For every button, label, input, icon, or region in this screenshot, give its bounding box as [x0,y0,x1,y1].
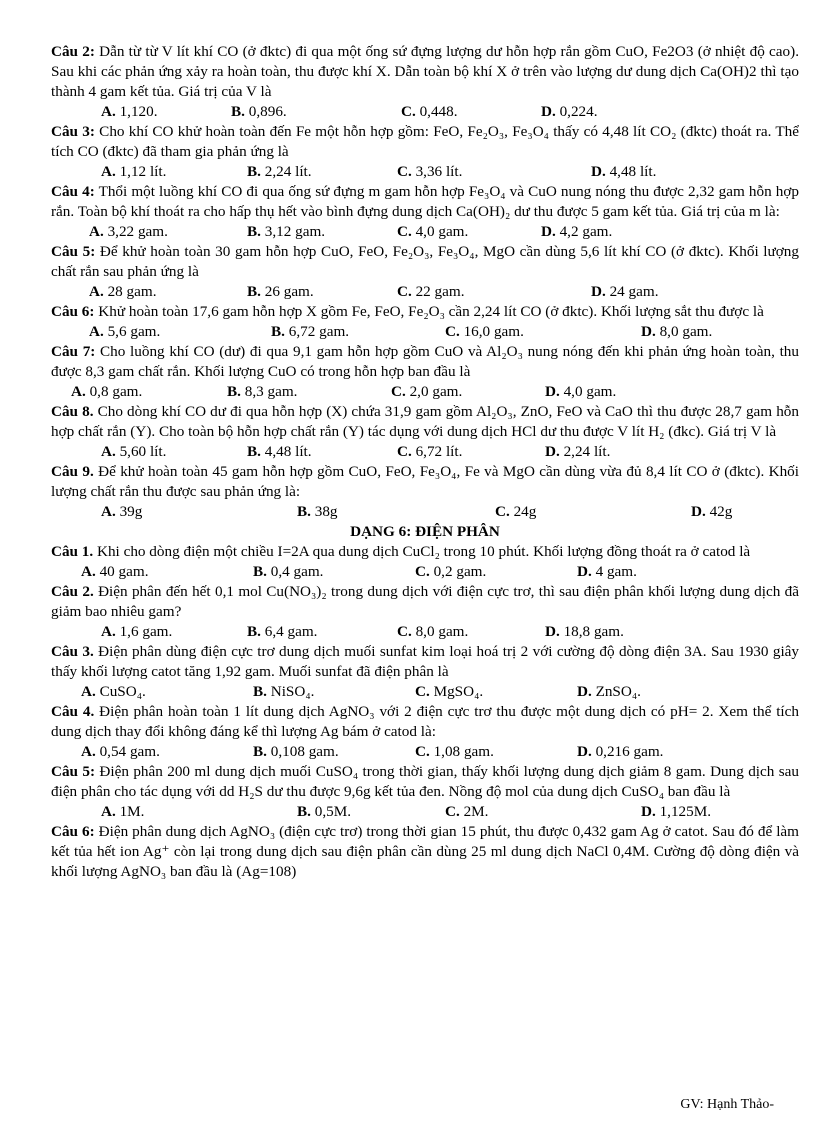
option-value: 3,12 gam. [260,223,326,240]
option-letter: A. [89,323,104,340]
option-value: 1,12 lít. [115,163,167,180]
option-value: 24g [509,503,537,520]
question-label: Câu 3: [51,123,95,140]
option-value: 2M. [459,803,489,820]
question-text: Thổi một luồng khí CO đi qua ống sứ đựng m gam hỗn hợp Fe₃O₄ và CuO nung nóng thu được 2,32 gam hỗn hợp rắn. Toàn bộ khí thoát ra cho hấp thụ hết vào bình đựng dung dịch Ca(OH)₂ dư thu được 5 gam kết tủa. Giá trị của m là: [51,183,799,220]
answer-option-d[interactable] [545,622,624,642]
answer-option-b[interactable] [247,162,312,182]
option-value: 1,125M. [655,803,712,820]
answer-option-a[interactable] [71,382,142,402]
option-value: 6,72 lít. [411,443,463,460]
answer-option-d[interactable] [691,502,732,522]
option-letter: C. [415,683,430,700]
document-page [51,42,799,882]
question [51,402,799,442]
option-letter: D. [641,803,656,820]
answer-option-d[interactable] [541,222,612,242]
answer-options [51,322,799,342]
option-value: 4,48 lít. [260,443,312,460]
answer-option-d[interactable] [577,682,641,702]
question [51,542,799,562]
option-value: ZnSO₄. [591,683,641,700]
option-letter: C. [397,223,412,240]
question-label: Câu 5: [51,763,96,780]
option-value: 4,0 gam. [411,223,469,240]
answer-option-c[interactable] [397,282,465,302]
section-heading: DẠNG 6: ĐIỆN PHÂN [350,523,500,540]
option-letter: B. [231,103,245,120]
option-letter: A. [71,383,86,400]
option-value: 1,6 gam. [115,623,173,640]
answer-option-a[interactable] [101,102,158,122]
question-text: Cho dòng khí CO dư đi qua hỗn hợp (X) chứa 31,9 gam gồm Al₂O₃, ZnO, FeO và CaO thì thu được 28,7 gam hỗn hợp chất rắn (Y). Cho toàn bộ hỗn hợp chất rắn (Y) tác dụng với dung dịch HCl dư thu được V lít H₂ (đkc). Giá trị V là [51,403,799,440]
option-letter: A. [101,623,116,640]
answer-option-a[interactable] [89,222,168,242]
answer-option-a[interactable] [89,322,160,342]
answer-option-a[interactable] [101,162,166,182]
question-label: Câu 6: [51,303,95,320]
option-letter: C. [495,503,510,520]
answer-option-b[interactable] [247,282,314,302]
answer-options [51,282,799,302]
option-value: 24 gam. [605,283,659,300]
question-text: Điện phân đến hết 0,1 mol Cu(NO₃)₂ trong dung dịch với điện cực trơ, thì sau điện phân khối lượng dung dịch đã giảm bao nhiêu gam? [51,583,799,620]
option-letter: B. [247,283,261,300]
question-text: Điện phân dung dịch AgNO₃ (điện cực trơ) trong thời gian 15 phút, thu được 0,432 gam Ag ở catot. Sau đó để làm kết tủa hết ion Ag⁺ còn lại trong dung dịch sau điện phân cần dùng 25 ml dung dịch NaCl 0,4M. Cường độ dòng điện và khối lượng AgNO₃ ban đầu là (Ag=108) [51,823,799,880]
answer-option-c[interactable] [415,562,486,582]
footer-author: GV: Hạnh Thảo- [680,1097,774,1112]
option-value: 40 gam. [95,563,149,580]
question-label: Câu 8. [51,403,94,420]
option-value: 39g [115,503,143,520]
option-value: 0,5M. [310,803,352,820]
option-value: 22 gam. [411,283,465,300]
answer-option-d[interactable] [641,322,712,342]
option-value: 8,0 gam. [411,623,469,640]
option-letter: D. [545,443,560,460]
option-letter: B. [253,683,267,700]
option-letter: D. [641,323,656,340]
answer-option-b[interactable] [253,562,323,582]
question-label: Câu 4: [51,183,95,200]
option-value: 0,448. [415,103,458,120]
answer-option-c[interactable] [495,502,536,522]
option-letter: B. [227,383,241,400]
option-value: 1,120. [115,103,158,120]
option-value: 2,0 gam. [405,383,463,400]
option-value: 2,24 lít. [260,163,312,180]
answer-options [51,562,799,582]
question-text: Cho luồng khí CO (dư) đi qua 9,1 gam hỗn hợp gồm CuO và Al₂O₃ nung nóng đến khi phản ứng hoàn toàn, thu được 8,3 gam chất rắn. Khối lượng CuO có trong hỗn hợp ban đầu là [51,343,799,380]
question-label: Câu 9. [51,463,94,480]
option-letter: A. [101,163,116,180]
option-letter: C. [415,563,430,580]
question [51,302,799,322]
option-value: 1,08 gam. [429,743,494,760]
answer-option-b[interactable] [297,802,351,822]
option-value: 0,4 gam. [266,563,324,580]
question-label: Câu 6: [51,823,95,840]
option-letter: D. [541,223,556,240]
question-text: Khi cho dòng điện một chiều I=2A qua dung dịch CuCl₂ trong 10 phút. Khối lượng đồng thoát ra ở catod là [93,543,751,560]
answer-option-c[interactable] [397,162,462,182]
answer-option-a[interactable] [81,742,160,762]
answer-option-b[interactable] [297,502,338,522]
option-value: 42g [705,503,733,520]
option-letter: A. [101,103,116,120]
question-label: Câu 7: [51,343,96,360]
question-label: Câu 2: [51,43,95,60]
option-value: MgSO₄. [429,683,484,700]
answer-option-a[interactable] [101,442,166,462]
option-value: 1M. [115,803,145,820]
answer-option-b[interactable] [247,622,317,642]
answer-option-a[interactable] [81,682,146,702]
option-value: 0,8 gam. [85,383,143,400]
question-label: Câu 1. [51,543,94,560]
answer-option-d[interactable] [541,102,598,122]
option-letter: A. [81,683,96,700]
answer-option-d[interactable] [577,742,663,762]
answer-option-a[interactable] [101,802,144,822]
answer-options [51,502,799,522]
answer-options [51,162,799,182]
question [51,182,799,222]
question [51,582,799,622]
answer-option-c[interactable] [415,742,494,762]
answer-option-b[interactable] [247,442,312,462]
option-value: 5,60 lít. [115,443,167,460]
option-value: 6,72 gam. [284,323,350,340]
option-value: 3,22 gam. [103,223,168,240]
option-letter: D. [591,283,606,300]
option-value: 16,0 gam. [459,323,524,340]
answer-option-d[interactable] [545,442,610,462]
option-letter: B. [247,163,261,180]
question-text: Điện phân hoàn toàn 1 lít dung dịch AgNO₃ với 2 điện cực trơ thu được một dung dịch có pH= 2. Xem thể tích dung dịch thay đổi không đáng kể thì lượng Ag bám ở catod là: [51,703,799,740]
question-text: Điện phân dùng điện cực trơ dung dịch muối sunfat kim loại hoá trị 2 với cường độ dòng điện 3A. Sau 1930 giây thấy khối lượng catot tăng 1,92 gam. Muối sunfat đã điện phân là [51,643,799,680]
option-letter: B. [247,443,261,460]
option-value: 0,108 gam. [266,743,339,760]
answer-options [51,682,799,702]
option-letter: C. [401,103,416,120]
option-value: NiSO₄. [266,683,315,700]
option-letter: B. [297,503,311,520]
option-letter: A. [81,563,96,580]
option-letter: D. [591,163,606,180]
option-letter: C. [397,443,412,460]
question-text: Khử hoàn toàn 17,6 gam hỗn hợp X gồm Fe, FeO, Fe₂O₃ cần 2,24 lít CO (ở đktc). Khối lượng sắt thu được là [94,303,764,320]
option-value: 4,2 gam. [555,223,613,240]
question [51,702,799,742]
option-value: 0,224. [555,103,598,120]
option-letter: D. [577,743,592,760]
option-letter: B. [271,323,285,340]
answer-option-c[interactable] [415,682,483,702]
answer-option-c[interactable] [397,622,468,642]
option-letter: D. [545,623,560,640]
question-text: Để khử hoàn toàn 30 gam hỗn hợp CuO, FeO, Fe₂O₃, Fe₃O₄, MgO cần dùng 5,6 lít khí CO (ở đktc). Khối lượng chất rắn sau phản ứng là [51,243,799,280]
answer-option-b[interactable] [231,102,287,122]
answer-option-b[interactable] [253,742,339,762]
question-label: Câu 5: [51,243,96,260]
question [51,342,799,382]
answer-option-b[interactable] [247,222,325,242]
option-letter: A. [81,743,96,760]
question-list-co-reduction [51,42,799,522]
option-value: 3,36 lít. [411,163,463,180]
answer-options [51,802,799,822]
option-letter: B. [247,223,261,240]
option-value: 38g [310,503,338,520]
question-label: Câu 3. [51,643,94,660]
answer-option-c[interactable] [391,382,462,402]
answer-option-c[interactable] [401,102,458,122]
question [51,462,799,502]
answer-option-a[interactable] [101,622,172,642]
answer-option-d[interactable] [545,382,616,402]
option-letter: B. [253,563,267,580]
answer-options [51,102,799,122]
option-letter: A. [101,443,116,460]
answer-option-d[interactable] [577,562,637,582]
answer-options [51,382,799,402]
option-letter: D. [541,103,556,120]
answer-option-a[interactable] [101,502,142,522]
option-value: 4,0 gam. [559,383,617,400]
answer-options [51,622,799,642]
option-value: 0,216 gam. [591,743,664,760]
answer-option-b[interactable] [253,682,314,702]
question-text: Điện phân 200 ml dung dịch muối CuSO₄ trong thời gian, thấy khối lượng dung dịch giảm 8 gam. Dung dịch sau điện phân cho tác dụng với dd H₂S dư thu được 9,6g kết tủa đen. Nồng độ mol của dung dịch CuSO₄ ban đầu là [51,763,799,800]
answer-option-c[interactable] [397,222,468,242]
option-letter: A. [101,503,116,520]
option-letter: A. [101,803,116,820]
option-value: 0,2 gam. [429,563,487,580]
option-letter: C. [445,323,460,340]
answer-option-c[interactable] [445,802,488,822]
answer-options [51,442,799,462]
answer-option-a[interactable] [89,282,157,302]
question-text: Dẫn từ từ V lít khí CO (ở đktc) đi qua một ống sứ đựng lượng dư hỗn hợp rắn gồm CuO, Fe2O3 (ở nhiệt độ cao). Sau khi các phản ứng xảy ra hoàn toàn, thu được khí X. Dẫn toàn bộ khí X ở trên vào lượng dư dung dịch Ca(OH)2 thì tạo thành 4 gam kết tủa. Giá trị của V là [51,43,799,100]
option-letter: B. [253,743,267,760]
answer-option-c[interactable] [397,442,462,462]
answer-option-d[interactable] [641,802,711,822]
answer-option-d[interactable] [591,282,659,302]
option-value: 8,3 gam. [240,383,298,400]
question [51,122,799,162]
option-letter: C. [391,383,406,400]
question [51,822,799,882]
option-letter: D. [577,683,592,700]
option-letter: D. [577,563,592,580]
option-letter: B. [247,623,261,640]
option-value: 28 gam. [103,283,157,300]
option-letter: A. [89,283,104,300]
option-letter: B. [297,803,311,820]
answer-option-a[interactable] [81,562,149,582]
question-label: Câu 2. [51,583,94,600]
option-letter: A. [89,223,104,240]
option-value: 4 gam. [591,563,637,580]
option-value: CuSO₄. [95,683,146,700]
option-letter: D. [691,503,706,520]
question-label: Câu 4. [51,703,95,720]
option-letter: C. [397,163,412,180]
answer-option-b[interactable] [271,322,349,342]
option-value: 5,6 gam. [103,323,161,340]
answer-option-b[interactable] [227,382,297,402]
option-value: 0,896. [244,103,287,120]
option-letter: C. [445,803,460,820]
question [51,242,799,282]
question-list-electrolysis [51,542,799,882]
option-value: 26 gam. [260,283,314,300]
answer-option-c[interactable] [445,322,524,342]
question-text: Cho khí CO khử hoàn toàn đến Fe một hỗn hợp gồm: FeO, Fe₂O₃, Fe₃O₄ thấy có 4,48 lít CO₂ (đktc) thoát ra. Thể tích CO (đktc) đã tham gia phản ứng là [51,123,799,160]
option-letter: C. [415,743,430,760]
question-text: Để khử hoàn toàn 45 gam hỗn hợp gồm CuO, FeO, Fe₃O₄, Fe và MgO cần dùng vừa đủ 8,4 lít CO ở (đktc). Khối lượng chất rắn thu được sau phản ứng là: [51,463,799,500]
option-value: 2,24 lít. [559,443,611,460]
question [51,642,799,682]
option-value: 0,54 gam. [95,743,160,760]
option-letter: D. [545,383,560,400]
option-letter: C. [397,623,412,640]
option-letter: C. [397,283,412,300]
option-value: 8,0 gam. [655,323,713,340]
option-value: 6,4 gam. [260,623,318,640]
option-value: 18,8 gam. [559,623,624,640]
question [51,762,799,802]
question [51,42,799,102]
answer-options [51,222,799,242]
option-value: 4,48 lít. [605,163,657,180]
answer-option-d[interactable] [591,162,656,182]
answer-options [51,742,799,762]
